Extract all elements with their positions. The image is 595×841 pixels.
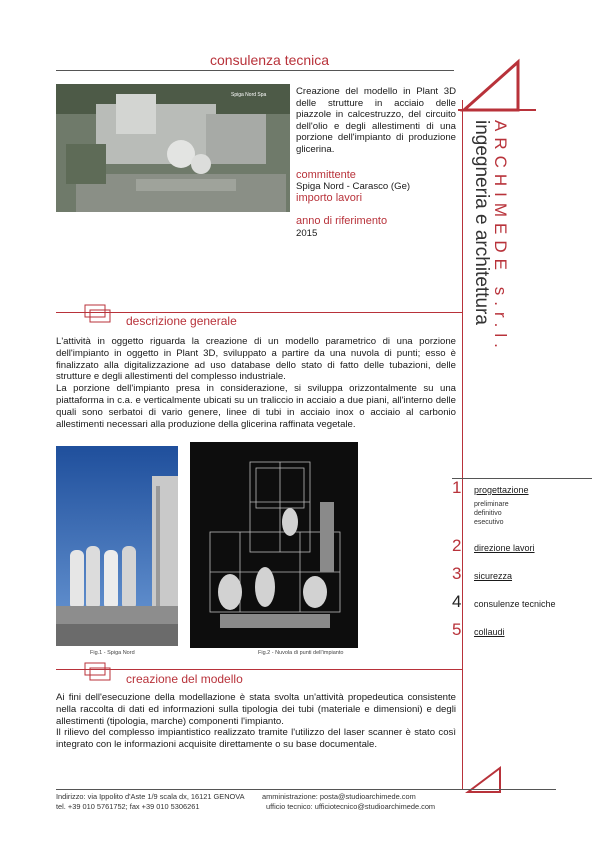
section2-divider bbox=[56, 669, 462, 670]
section2-para2: Il rilievo del complesso impiantistico realizzato tramite l'utilizzo del laser scanner è stato così integrato con le informazioni acquisite direttamente o su base documentale. bbox=[56, 727, 456, 751]
section1-para2: La porzione dell'impianto presa in considerazione, si sviluppa orizzontalmente su una piattaforma in c.a. e verticalmente ubicati su un traliccio in acciaio a due piani, all'interno delle quali sono serbatoi di vario genere, linee di tubi in acciaio inox o acciaio al carbonio allestimenti necessari alla produzione della glicerina raffinata vegetale. bbox=[56, 383, 456, 430]
plant-aerial-photo bbox=[56, 84, 290, 212]
footer-rule bbox=[56, 789, 556, 790]
service-number: 4 bbox=[452, 592, 462, 611]
project-description: Creazione del modello in Plant 3D delle strutture in acciaio delle piazzole in calcestruzzo, del circuito dell'olio e degli allestimenti di una porzione dell'impianto di produzione glicerina. bbox=[296, 86, 456, 155]
service-label[interactable]: sicurezza bbox=[474, 571, 513, 581]
brand-name: ARCHIMEDE s.r.l. bbox=[491, 120, 510, 354]
anno-label: anno di riferimento bbox=[296, 215, 388, 228]
service-subitem: preliminare bbox=[474, 501, 509, 508]
brand-vertical bbox=[468, 120, 508, 380]
service-subitem: definitivo bbox=[474, 510, 502, 517]
archimede-logo-icon bbox=[458, 56, 538, 116]
section1-body bbox=[56, 336, 456, 430]
project-description-block bbox=[296, 86, 456, 240]
footer-contacts bbox=[262, 792, 435, 812]
committente-label: committente bbox=[296, 168, 356, 181]
anno-value: 2015 bbox=[296, 227, 318, 239]
service-number: 2 bbox=[452, 536, 462, 555]
service-label[interactable]: progettazione bbox=[474, 485, 529, 495]
footer-phone-line: tel. +39 010 5761752; fax +39 010 5306261 bbox=[56, 802, 200, 811]
service-subitem: esecutivo bbox=[474, 519, 504, 526]
section1-title: descrizione generale bbox=[126, 314, 237, 328]
footer-admin-email[interactable]: amministrazione: posta@studioarchimede.com bbox=[262, 792, 416, 801]
service-label[interactable]: direzione lavori bbox=[474, 543, 535, 553]
importo-label: importo lavori bbox=[296, 191, 363, 204]
service-subitems bbox=[474, 500, 509, 527]
section2-para1: Ai fini dell'esecuzione della modellazione è stata svolta un'attività propedeutica consistente nella raccolta di dati ed informazioni sulla tipologia dei tubi (materiale e dimensioni) e degli allestimenti (tipologia, marche) componenti l'impianto. bbox=[56, 692, 456, 727]
plant-silos-photo bbox=[56, 446, 178, 646]
footer-address-line: Indirizzo: via Ippolito d'Aste 1/9 scala dx, 16121 GENOVA bbox=[56, 792, 245, 801]
committente-value: Spiga Nord - Carasco (Ge) bbox=[296, 181, 411, 193]
section-folder-icon bbox=[84, 304, 118, 326]
brand-tagline: ingegneria e architettura bbox=[471, 120, 492, 325]
service-number: 5 bbox=[452, 620, 462, 639]
service-number: 1 bbox=[452, 478, 462, 497]
section1-para1: L'attività in oggetto riguarda la creazione di un modello parametrico di una porzione dell'impianto in oggetto in Plant 3D, sviluppato a partire da una nuvola di punti; esso è finalizzato alla digitalizzazione ad uso database dello stato di fatto delle tubazioni, delle strutture e degli allestimenti del complesso industriale. bbox=[56, 336, 456, 383]
vertical-rule bbox=[462, 100, 463, 790]
service-label[interactable]: consulenze tecniche bbox=[474, 599, 556, 609]
page-title: consulenza tecnica bbox=[210, 52, 330, 68]
section-folder-icon-2 bbox=[84, 662, 118, 684]
footer-tech-email[interactable]: ufficio tecnico: ufficiotecnico@studioarchimede.com bbox=[266, 802, 436, 811]
photo1-label: Spiga Nord Spa bbox=[231, 92, 267, 98]
section1-divider bbox=[56, 312, 462, 313]
fig2-caption: Fig.2 - Nuvola di punti dell'impianto bbox=[258, 650, 344, 656]
section2-title: creazione del modello bbox=[126, 672, 243, 686]
section2-body bbox=[56, 692, 456, 751]
fig1-caption: Fig.1 - Spiga Nord bbox=[90, 650, 135, 656]
service-number: 3 bbox=[452, 564, 462, 583]
services-top-rule bbox=[452, 478, 592, 479]
point-cloud-image bbox=[190, 442, 358, 648]
footer-address bbox=[56, 792, 245, 812]
service-label[interactable]: collaudi bbox=[474, 627, 505, 637]
title-underline bbox=[56, 70, 454, 71]
